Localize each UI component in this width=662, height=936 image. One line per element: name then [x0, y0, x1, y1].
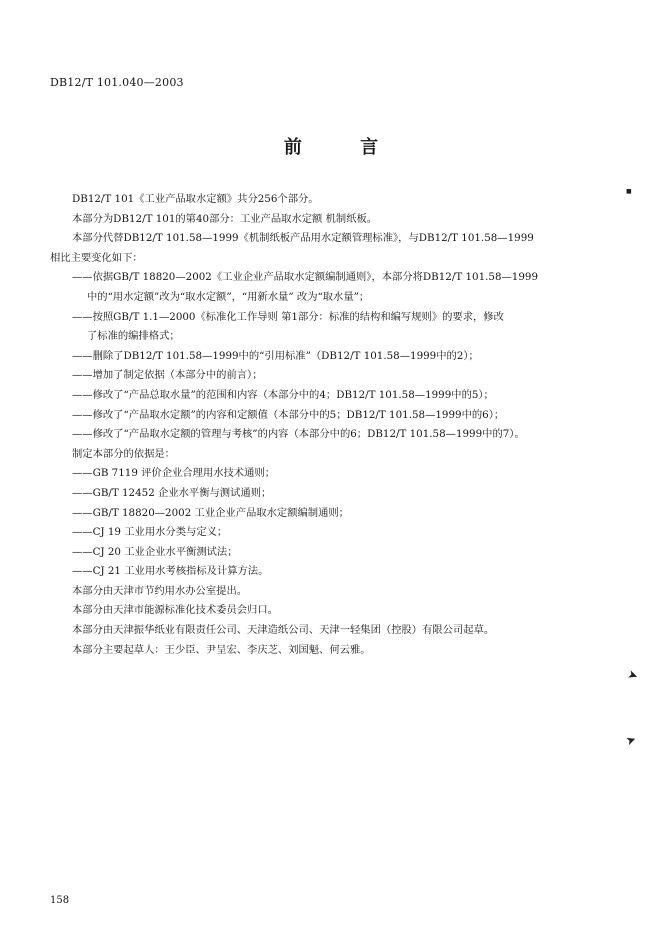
change-list-item: ——按照GB/T 1.1—2000《标准化工作导则 第1部分：标准的结构和编写规则》的要求，修改: [72, 310, 504, 323]
change-list-item: ——CJ 21 工业用水考核指标及计算方法。: [72, 565, 269, 578]
change-list-item: ——CJ 20 工业企业水平衡测试法；: [72, 545, 238, 558]
scan-speck-mark: ■: [626, 188, 632, 195]
change-list-item: ——增加了制定依据（本部分中的前言）；: [72, 369, 263, 382]
paragraph-line: DB12/T 101《工业产品取水定额》共分256个部分。: [72, 193, 319, 205]
change-list-item: ——依据GB/T 18820—2002《工业企业产品取水定额编制通则》，本部分将DB12/T 101.58—1999: [72, 271, 538, 284]
paragraph-line: 相比主要变化如下：: [50, 251, 143, 264]
change-list-item: ——修改了“产品总取水量”的范围和内容（本部分中的4；DB12/T 101.58—1999中的5）；: [72, 388, 494, 401]
foreword-body: [50, 190, 610, 660]
page-title: [0, 133, 662, 159]
paragraph-line: 本部分代替DB12/T 101.58—1999《机制纸板产品用水定额管理标准》，与DB12/T 101.58—1999: [72, 232, 534, 245]
paragraph-line: 本部分由天津市能源标准化技术委员会归口。: [72, 604, 278, 617]
scan-arrow-mark: ➤: [623, 731, 639, 749]
paragraph-line: 本部分为DB12/T 101的第40部分：工业产品取水定额 机制纸板。: [72, 212, 378, 225]
change-list-item: ——CJ 19 工业用水分类与定义；: [72, 526, 228, 539]
change-list-item: ——修改了“产品取水定额”的内容和定额值（本部分中的5；DB12/T 101.58—1999中的6）；: [72, 408, 505, 421]
page-title-text: 前 言: [283, 137, 405, 158]
paragraph-line: 本部分由天津振华纸业有限责任公司、天津造纸公司、天津一轻集团（控股）有限公司起草。: [72, 624, 495, 637]
standard-code: DB12/T 101.040—2003: [50, 76, 184, 89]
paragraph-line: 本部分由天津市节约用水办公室提出。: [72, 584, 248, 597]
change-list-continuation: 了标准的编排格式；: [87, 330, 180, 343]
change-list-item: ——GB/T 18820—2002 工业企业产品取水定额编制通则；: [72, 506, 349, 519]
scan-arrow-mark: ➤: [625, 666, 641, 684]
page-number: 158: [50, 895, 70, 906]
change-list-continuation: 中的“用水定额”改为“取水定额”，“用新水量” 改为“取水量”；: [87, 290, 370, 303]
paragraph-line: 制定本部分的依据是：: [72, 447, 175, 460]
paragraph-line: 本部分主要起草人：王少臣、尹呈宏、李庆芝、刘国魁、何云雅。: [72, 643, 371, 656]
change-list-item: ——GB/T 12452 企业水平衡与测试通则；: [72, 486, 272, 499]
change-list-item: ——删除了DB12/T 101.58—1999中的“引用标准”（DB12/T 101.58—1999中的2）；: [72, 349, 479, 362]
change-list-item: ——修改了“产品取水定额的管理与考核”的内容（本部分中的6；DB12/T 101.58—1999中的7）。: [72, 428, 525, 441]
change-list-item: ——GB 7119 评价企业合理用水技术通则；: [72, 467, 275, 480]
